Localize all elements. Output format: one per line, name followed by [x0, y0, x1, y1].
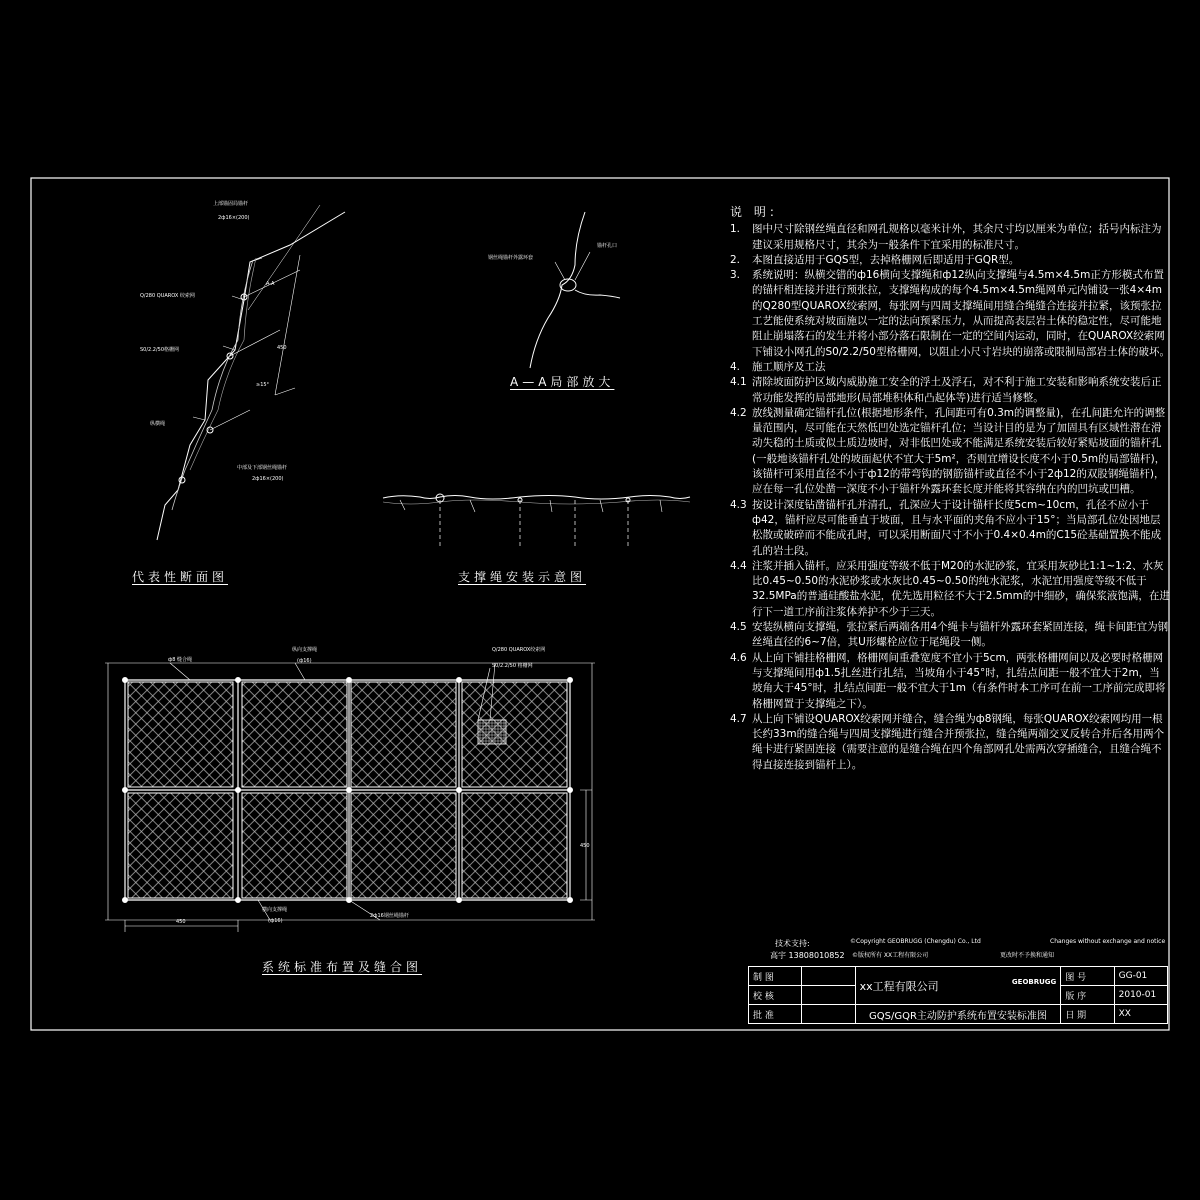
note-text: 本图直接适用于GQS型，去掉格栅网后即适用于GQR型。 — [752, 253, 1020, 266]
approve-label: 批 准 — [749, 1005, 802, 1024]
company-cell — [855, 967, 1061, 1005]
note-text: 安装纵横向支撑绳，张拉紧后两端各用4个绳卡与锚杆外露环套紧固连接，绳卡间距宜为钢丝绳直径的6~7倍，其U形螺栓应位于尾绳段一侧。 — [752, 621, 1169, 649]
note-item — [730, 406, 1170, 498]
horizontal-rope-label: 横向支撑绳 — [262, 907, 288, 913]
dim-height-label: 450 — [580, 843, 590, 849]
note-num: 4.2 — [730, 406, 747, 419]
layout-plan-title: 系统标准布置及缝合图 — [262, 960, 423, 974]
changes-cn-text: 更改时不予换和通知 — [1000, 952, 1055, 959]
support-label: 技术支持: — [775, 939, 810, 948]
sew-rope-label: ф8 缝合绳 — [168, 657, 193, 663]
angle-label: ≥15° — [256, 382, 270, 388]
note-num: 4. — [730, 360, 741, 373]
note-item — [730, 498, 1170, 559]
note-num: 4.4 — [730, 559, 747, 572]
draw-label: 制 图 — [749, 967, 802, 986]
small-net-label: S0/2.2/50格栅网 — [140, 347, 180, 353]
note-text: 从上向下铺设QUAROX绞索网并缝合，缝合绳为ф8钢绳，每张QUAROX绞索网均用一根长约33m的缝合绳与四周支撑绳进行缝合并预张拉，缝合绳两端交叉反转合并后各用两个绳卡进行紧固连接（需要注意的是缝合绳在四个角部网孔处需两次穿插缝合，且缝合绳不得直接连接到锚杆上）。 — [752, 712, 1165, 771]
note-text: 放线测量确定锚杆孔位(根据地形条件，孔间距可有0.3m的调整量)，在孔间距允许的调整量范围内，尽可能在天然低凹处选定锚杆孔位；当设计目的是为了加固具有区域性潜在滑动失稳的土质或似土质边坡时，对非低凹处或不能满足系统安装后较好紧贴坡面的锚杆孔(一般地该锚杆孔处的坡面起伏不宜大于5m²，否则宜增设长度不小于0.5m的局部锚杆)，该锚杆可采用直径不小于ф12的带弯钩的钢筋锚杆或直径不小于2ф12的双股钢绳锚杆)，应在每一孔位处凿一深度不小于锚杆外露环套长度并能将其容纳在内的凹坑或凹槽。 — [752, 406, 1166, 496]
no-label: 图 号 — [1061, 967, 1114, 986]
vertical-rope-label: 纵向支撑绳 — [292, 647, 318, 653]
vertical-rope-spec: (ф16) — [297, 658, 312, 664]
note-text: 从上向下铺挂格栅网，格栅网间重叠宽度不宜小于5cm，两张格栅网间以及必要时格栅网与支撑绳间用ф1.5扎丝进行扎结，当坡角小于45°时，扎结点间距一般不宜大于2m，当坡角大于45°时，扎结点间距一般不宜大于1m（有条件时本工序可在前一工序前完成即将格栅网置于支撑绳之下）。 — [752, 651, 1166, 710]
note-num: 4.1 — [730, 376, 747, 389]
note-num: 4.5 — [730, 621, 747, 634]
support-rope-drawing — [383, 494, 690, 548]
rope-anchor-label: 钢丝绳锚杆外露环套 — [488, 255, 534, 261]
note-item — [730, 712, 1170, 773]
note-text: 系统说明：纵横交错的ф16横向支撑绳和ф12纵向支撑绳与4.5m×4.5m正方形模式布置的锚杆相连接并进行预张拉，支撑绳构成的每个4.5m×4.5m绳网单元内铺设一张4×4m 的Q280型QUAROX绞索网，每张网与四周支撑绳间用缝合绳缝合连接并拉紧，该预张拉工艺能使系统对坡面施以一定的法向预紧压力，从而提高表层岩土体的稳定性，尽可能地阻止崩塌落石的发生并将小部分落石限制在一定的空间内运动，同时，在QUAROX绞索网下铺设小网孔的S0/2.2/50型格栅网，以阻止小尺寸岩块的崩落或限制局部岩土体的破坏。 — [752, 269, 1170, 358]
support-contact: 高宇 13808010852 — [770, 951, 845, 960]
title-block — [748, 966, 1168, 1024]
note-item — [730, 651, 1170, 712]
copyright-cn-text: ©版权所有 XX工程有限公司 — [852, 952, 929, 959]
section-title: 代表性断面图 — [132, 570, 229, 584]
layout-plan-drawing — [105, 663, 595, 932]
note-num: 4.7 — [730, 712, 747, 725]
company-name: xx工程有限公司 — [859, 979, 939, 993]
support-install-title: 支撑绳安装示意图 — [458, 570, 587, 584]
note-text: 施工顺序及工法 — [752, 360, 826, 373]
copyright-text: ©Copyright GEOBRUGG (Chengdu) Co., Ltd — [850, 938, 981, 945]
note-text: 注浆并插入锚杆。应采用强度等级不低于M20的水泥砂浆，宜采用灰砂比1:1~1:2、水灰比0.45~0.50的水泥砂浆或水灰比0.45~0.50的纯水泥浆，水泥宜用强度等级不低于32.5MPa的普通硅酸盐水泥，优先选用粒径不大于2.5mm的中细砂，确保浆液饱满，在进行下一道工序前注浆体养护不少于三天。 — [752, 559, 1170, 618]
note-item — [730, 253, 1170, 268]
mid-anchor-label: 中部及下部钢丝绳锚杆 — [237, 465, 288, 471]
draw-value — [802, 967, 855, 986]
plan-small-net-label: S0/2.2/50 格栅网 — [492, 663, 533, 669]
top-anchor-spec: 2ф16×(200) — [218, 215, 250, 221]
brand-logo: GEOBRUGG — [1011, 977, 1057, 986]
ver-label: 版 序 — [1061, 986, 1114, 1005]
note-item — [730, 375, 1170, 406]
note-item — [730, 360, 1170, 375]
aa-detail-drawing — [530, 212, 620, 368]
top-anchor-label: 上部锚固局锚杆 — [213, 201, 249, 207]
check-label: 校 核 — [749, 986, 802, 1005]
note-item — [730, 222, 1170, 253]
no-value: GG-01 — [1114, 967, 1167, 986]
date-value: XX — [1114, 1005, 1167, 1024]
note-num: 4.3 — [730, 498, 747, 511]
note-item — [730, 620, 1170, 651]
changes-text: Changes without exchange and notice — [1050, 938, 1166, 945]
dim-450-label: 450 — [277, 345, 287, 351]
note-text: 清除坡面防护区域内威胁施工安全的浮土及浮石，对不利于施工安装和影响系统安装后正常功能发挥的局部地形(局部堆积体和凸起体等)进行适当修整。 — [752, 376, 1162, 404]
anchor-label: 2ф16钢丝绳锚杆 — [370, 913, 409, 919]
approve-value — [802, 1005, 855, 1024]
main-net-label: Q/280 QUAROX 绞索网 — [140, 293, 195, 299]
support-rope-label: 纵横绳 — [150, 421, 166, 427]
note-item — [730, 268, 1170, 360]
plan-main-net-label: Q/280 QUAROX绞索网 — [492, 647, 546, 653]
section-drawing — [157, 205, 345, 540]
aa-label: A-A — [266, 281, 275, 287]
note-text: 按设计深度钻凿锚杆孔并清孔，孔深应大于设计锚杆长度5cm~10cm，孔径不应小于ф42，锚杆应尽可能垂直于坡面，且与水平面的夹角不应小于15°；当局部孔位处因地层松散或破碎而不能成孔时，可以采用断面尺寸不小于0.4×0.4m的C15砼基础置换不能成孔的岩土段。 — [752, 498, 1162, 557]
notes-block — [730, 205, 1170, 773]
note-num: 4.6 — [730, 651, 747, 664]
date-label: 日 期 — [1061, 1005, 1114, 1024]
note-item — [730, 559, 1170, 620]
note-num: 2. — [730, 253, 741, 266]
note-text: 图中尺寸除钢丝绳直径和网孔规格以毫米计外，其余尺寸均以厘米为单位；括号内标注为建议采用规格尺寸，其余为一般条件下宜采用的标准尺寸。 — [752, 223, 1162, 251]
detail-title: A—A局部放大 — [510, 375, 615, 389]
dim-width-label: 450 — [176, 919, 186, 925]
note-num: 3. — [730, 269, 741, 282]
mid-anchor-spec: 2ф16×(200) — [252, 476, 284, 482]
anchor-hole-label: 锚杆孔口 — [597, 243, 618, 249]
note-num: 1. — [730, 223, 741, 236]
notes-heading: 说 明: — [730, 205, 778, 219]
horizontal-rope-spec: (ф16) — [268, 918, 283, 924]
check-value — [802, 986, 855, 1005]
drawing-title: GQS/GQR主动防护系统布置安装标准图 — [855, 1005, 1061, 1024]
ver-value: 2010-01 — [1114, 986, 1167, 1005]
